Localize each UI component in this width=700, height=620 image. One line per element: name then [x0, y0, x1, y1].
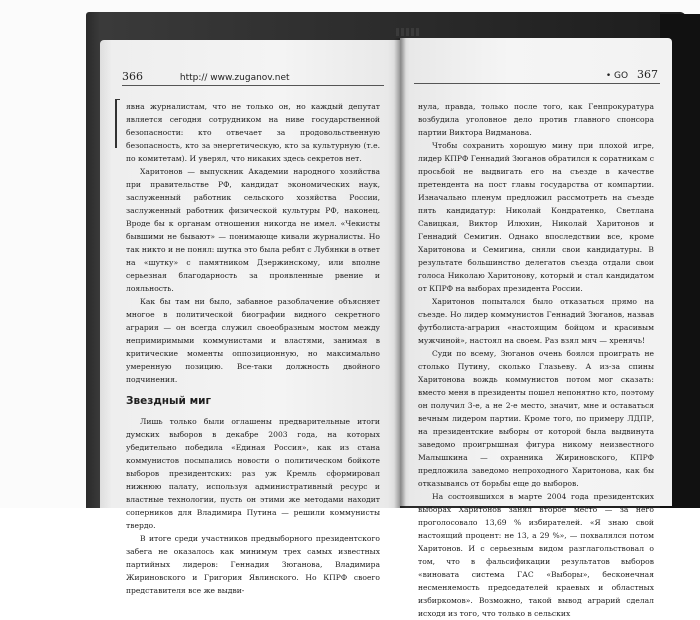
- paragraph: Как бы там ни было, забавное разоблачение объясняет многое в политической биографии видного секретного агрария — он всегда служил своеобразным мостом между непримиримыми коммунистами и властями, занимая в критические моменты оппозиционную, но максимально умеренную позицию. Все-таки должность двойного подчинения.: [126, 297, 380, 384]
- right-page-header: [606, 68, 658, 81]
- left-page-header: [122, 70, 290, 83]
- paragraph: На состоявшихся в марте 2004 года президентских выборах Харитонов занял второе место — за него проголосовало 13,69 % избирателей. «Я знаю свой настоящий процент: не 13, а 29 %», — похвалялся потом Харитонов. И с серьезным видом разглагольствовал о том, что в фальсификации результатов выборов «виновата система ГАС «Выборы», бесконечная несменяемость председателей краевых и областных избиркомов». Возможно, такой вывод аграрий сделал исходя из того, что только в сельских: [418, 492, 654, 618]
- pen-bracket-mark: [115, 99, 120, 148]
- left-header-rule: [122, 85, 384, 86]
- left-page-text: [126, 100, 380, 597]
- binding-marks: [396, 28, 420, 36]
- paragraph: Чтобы сохранить хорошую мину при плохой игре, лидер КПРФ Геннадий Зюганов обратился к соратникам с просьбой не выдвигать его на съезде в качестве претендента на пост главы государства от компартии. Изначально пленум предложил рассмотреть на съезде пять кандидатур: Николай Кондратенко, Светлана Савицкая, Виктор Илюхин, Николай Харитонов и Геннадий Семигин. Однако впоследствии все, кроме Харитонова и Семигина, сняли свои кандидатуры. В результате большинство делегатов съезда отдали свои голоса Николаю Харитонову, который и стал кандидатом от КПРФ на выборах президента России.: [418, 141, 654, 293]
- right-page: [400, 38, 672, 618]
- left-page-number: 366: [122, 70, 143, 83]
- section-title: Звездный миг: [126, 395, 211, 407]
- paragraph: Лишь только были оглашены предварительные итоги думских выборов в декабре 2003 года, на которых убедительно победила «Единая Россия», как из стана коммунистов посыпались новости о политическом бойкоте выборов президентских: раз уж Кремль сформировал нижнюю палату, используя административный ресурс и властные технологии, пусть он этими же методами находит соперников для Владимира Путина — решили коммунисты твердо.: [126, 417, 380, 530]
- right-page-text: [418, 100, 654, 620]
- right-running-head: • GO: [605, 71, 629, 81]
- left-page: [100, 40, 400, 595]
- paragraph: нула, правда, только после того, как Генпрокуратура возбудила уголовное дело против главного спонсора партии Виктора Видманова.: [418, 102, 654, 137]
- book-spine-shadow: [394, 38, 406, 508]
- paragraph: Харитонов попытался было отказаться прямо на съезде. Но лидер коммунистов Геннадий Зюганов, назвав футболиста-агрария «настоящим бойцом и красивым мужчиной», настоял на своем. Раз взял мяч — хренячь!: [418, 297, 654, 345]
- paragraph: Суди по всему, Зюганов очень боялся проиграть не столько Путину, сколько Глазьеву. А из-за спины Харитонова вождь коммунистов потом мог сказать: вместо меня в президенты пошел непонятно кто, поэтому он получил 3-е, а не 2-е место, значит, мне и оставаться вечным лидером партии. Кроме того, по примеру ЛДПР, на президентские выборы от которой была выдвинута заведомо проигрышная фигура никому неизвестного Малышкина — охранника Жириновского, КПРФ предложила заведомо непроходного Харитонова, как бы отказываясь от борьбы еще до выборов.: [418, 349, 654, 488]
- paragraph: явна журналистам, что не только он, но каждый депутат является сегодня сотрудником на ниве государственной безопасности: кто отвечает за продовольственную безопасность, кто за энергетическую, кто за культурную (т.е. по комитетам). И уверял, что никаких здесь секретов нет.: [126, 102, 380, 163]
- paragraph: Харитонов — выпускник Академии народного хозяйства при правительстве РФ, кандидат экономических наук, заслуженный работник сельского хозяйства России, заслуженный работник физической культуры РФ, наконец. Вроде бы к органам отношения никогда не имел. «Чекисты бывшими не бывают» — понимающе кивали журналисты. Но так никто и не понял: шутка это была ребят с Лубянки в ответ на «шутку» с памятником Дзержинскому, или вполне серьезная благодарность за проявленные рвение и лояльность.: [126, 167, 380, 293]
- left-page-url: http:// www.zuganov.net: [179, 73, 290, 83]
- right-header-rule: [414, 83, 660, 84]
- right-page-number: 367: [637, 68, 658, 81]
- paragraph: В итоге среди участников предвыборного президентского забега не оказалось как минимум трех самых известных партийных лидеров: Геннадия Зюганова, Владимира Жириновского и Григория Явлинского. Но КПРФ своего представителя все же выдви-: [126, 534, 380, 595]
